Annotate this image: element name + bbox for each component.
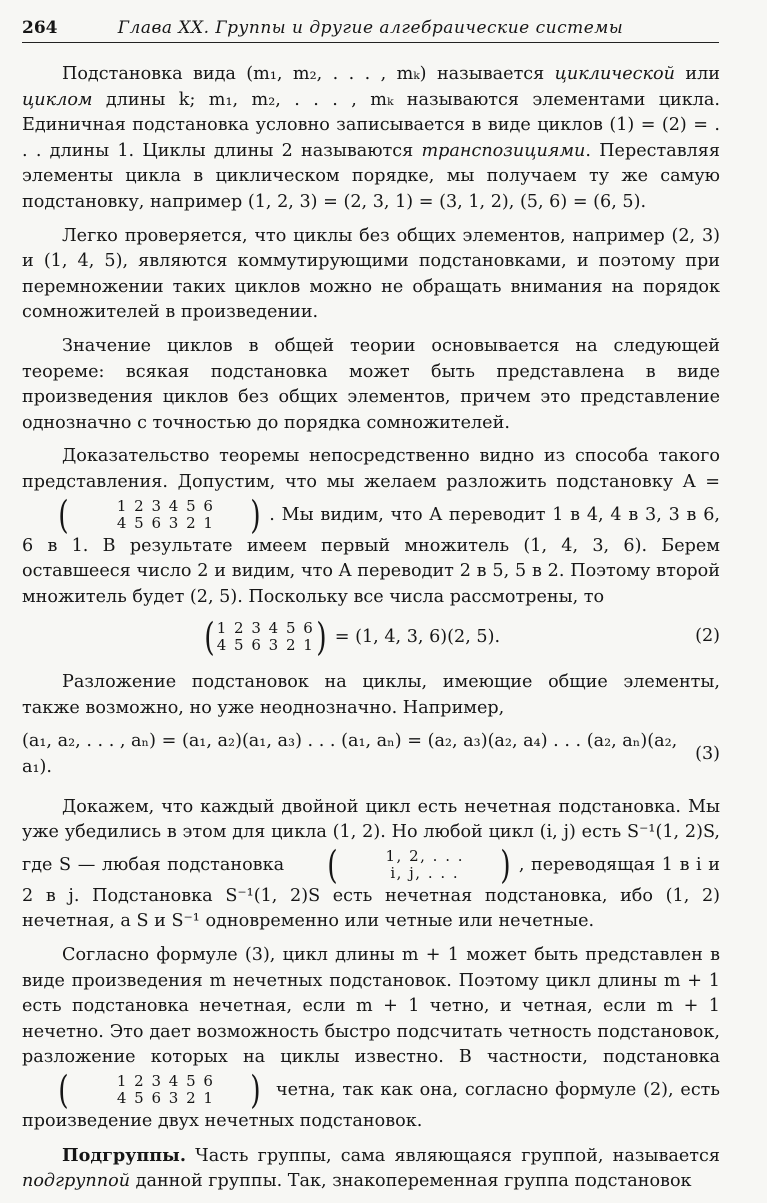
paragraph-cycles-definition bbox=[22, 62, 720, 216]
matrix-bottom-row: i, j, . . . bbox=[390, 863, 460, 882]
equation-number: (3) bbox=[695, 744, 720, 765]
text-segment: . Переставляя элементы цикла в циклическом порядке, мы получаем ту же самую подстановку, например (1, 2, 3) = (2, 3, 1) = (3, 1, 2), (5, 6) = (6, 5). bbox=[22, 140, 720, 212]
permutation-matrix: ( 1 2 3 4 5 6 4 5 6 3 2 1 ) bbox=[58, 1068, 262, 1112]
matrix-top-row: 1 2 3 4 5 6 bbox=[216, 619, 315, 638]
running-title: Глава XX. Группы и другие алгебраические системы bbox=[117, 18, 624, 38]
text-segment: длины k; m₁, m₂, . . . , mₖ называются элементами цикла. Единичная подстановка условно записывается в виде циклов (1) = (2) = . . . длины 1. Циклы длины 2 называются bbox=[22, 89, 720, 161]
permutation-matrix: ( 1 2 3 4 5 6 4 5 6 3 2 1 ) bbox=[58, 492, 262, 537]
equation-2 bbox=[22, 615, 720, 660]
page-header bbox=[22, 14, 719, 43]
text-segment: Докажем, что каждый двойной цикл есть нечетная подстановка. Мы уже убедились в этом для цикла (1, 2). Но любой цикл (i, j) есть S⁻¹(1, 2)S, где S — любая подстановка bbox=[22, 796, 720, 875]
term-transpositions: транспозициями bbox=[421, 140, 586, 161]
text-segment: четна, так как она, согласно формуле (2), есть произведение двух нечетных подстановок. bbox=[22, 1080, 720, 1131]
paragraph-proof bbox=[22, 444, 720, 610]
paragraph-transposition-odd bbox=[22, 795, 720, 935]
matrix-top-row: 1 2 3 4 5 6 bbox=[116, 1072, 215, 1090]
page-number: 264 bbox=[22, 18, 58, 38]
section-heading: Подгруппы. bbox=[62, 1144, 186, 1166]
text-segment: Доказательство теоремы непосредственно видно из способа такого представления. Допустим, что мы желаем разложить подстановку A = bbox=[22, 446, 720, 492]
equation-rhs: = (1, 4, 3, 6)(2, 5). bbox=[329, 627, 501, 648]
term-subgroup: подгруппой bbox=[22, 1171, 131, 1192]
equation-body: (a₁, a₂, . . . , aₙ) = (a₁, a₂)(a₁, a₃) . . . (a₁, aₙ) = (a₂, a₃)(a₂, a₄) . . . (a₂, aₙ)(a₂, a₁). bbox=[22, 731, 678, 778]
matrix-top-row: 1, 2, . . . bbox=[385, 846, 464, 865]
substitution-s-matrix: ( 1, 2, . . . i, j, . . . ) bbox=[326, 842, 511, 887]
page-body bbox=[22, 62, 720, 1203]
paragraph-theorem: Значение циклов в общей теории основывается на следующей теореме: всякая подстановка может быть представлена в виде произведения циклов без общих элементов, причем это представление однозначно с точностью до порядка сомножителей. bbox=[22, 335, 720, 433]
paragraph-subgroups bbox=[22, 1143, 720, 1195]
term-cycle: циклом bbox=[22, 89, 93, 110]
text-segment: или bbox=[674, 64, 720, 84]
permutation-matrix: ( 1 2 3 4 5 6 4 5 6 3 2 1 ) bbox=[204, 615, 327, 660]
paragraph-commuting-cycles: Легко проверяется, что циклы без общих элементов, например (2, 3) и (1, 4, 5), являются коммутирующими подстановками, и поэтому при перемножении таких циклов можно не обращать внимания на порядок сомножителей в произведении. bbox=[22, 225, 720, 323]
matrix-bottom-row: 4 5 6 3 2 1 bbox=[216, 636, 315, 655]
text-segment: Согласно формуле (3), цикл длины m + 1 может быть представлен в виде произведения m нечетных подстановок. Поэтому цикл длины m + 1 есть подстановка нечетная, если m + 1 четно, и четная, если m + 1 нечетно. Это дает возможность быстро подсчитать четность подстановок, разложение которых на циклы известно. В частности, подстановка bbox=[22, 945, 720, 1068]
text-segment: данной группы. Так, знакопеременная группа подстановок bbox=[130, 1171, 692, 1192]
matrix-top-row: 1 2 3 4 5 6 bbox=[116, 496, 215, 515]
term-cyclic: циклической bbox=[554, 64, 675, 84]
equation-3 bbox=[22, 729, 720, 780]
text-segment: , переводящая 1 в i и 2 в j. Подстановка S⁻¹(1, 2)S есть нечетная подстановка, ибо (1, 2) нечетная, а S и S⁻¹ одновременно или четные или нечетные. bbox=[22, 854, 720, 932]
matrix-bottom-row: 4 5 6 3 2 1 bbox=[116, 1089, 215, 1107]
paragraph-decomposition: Разложение подстановок на циклы, имеющие общие элементы, также возможно, но уже неоднозначно. Например, bbox=[22, 672, 720, 718]
matrix-bottom-row: 4 5 6 3 2 1 bbox=[116, 513, 215, 532]
paragraph-cycle-parity bbox=[22, 943, 720, 1135]
text-segment: . Мы видим, что A переводит 1 в 4, 4 в 3, 3 в 6, 6 в 1. В результате имеем первый множитель (1, 4, 3, 6). Берем оставшееся число 2 и видим, что A переводит 2 в 5, 5 в 2. Поэтому второй множитель будет (2, 5). Поскольку все числа рассмотрены, то bbox=[22, 504, 720, 607]
equation-number: (2) bbox=[695, 626, 720, 647]
text-segment: Часть группы, сама являющаяся группой, называется bbox=[185, 1145, 720, 1166]
text-segment: Подстановка вида (m₁, m₂, . . . , mₖ) называется bbox=[62, 64, 555, 84]
